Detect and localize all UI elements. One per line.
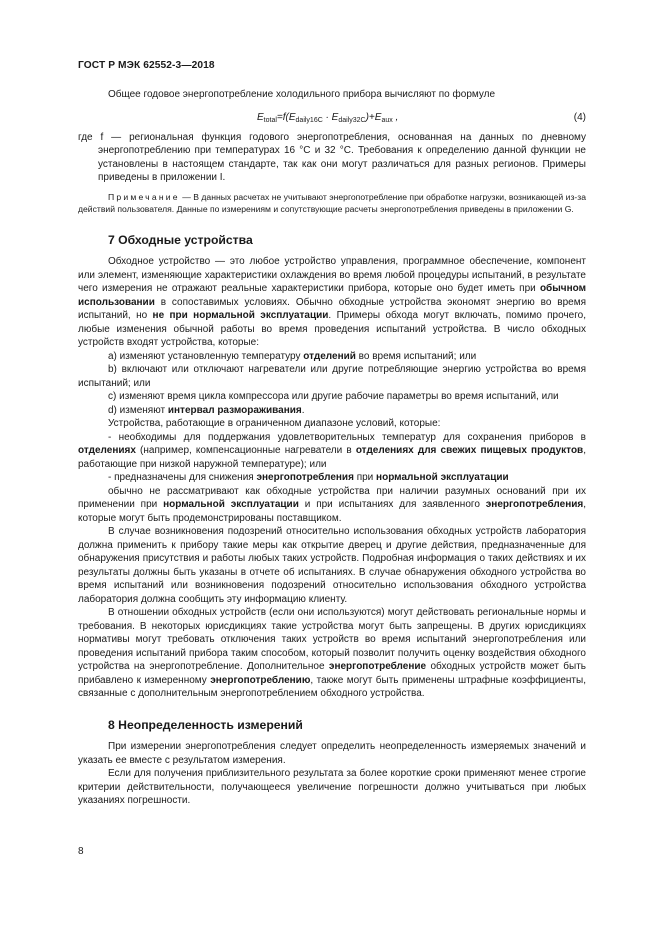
section-7-heading: 7 Обходные устройства (108, 232, 253, 247)
section-7-paragraph-1: Обходное устройство — это любое устройство управления, программное обеспечение, компонент или элемент, изменяющие характеристики охлаждения во время любой процедуры испытаний, в результате чего измерения не отражают реальные характеристики прибора, которые оно будет иметь при обычном использовании в сопоставимых условиях. Обычно обходные устройства экономят энергию во время испытаний, но не при нормальной эксплуатации. Примеры обхода могут включать, помимо прочего, любые изменения обычной работы во время проведения испытаний устройства. В число обходных устройств входят устройства, которые: (78, 256, 586, 348)
dash-item-2: - предназначены для снижения энергопотребления при нормальной эксплуатации (108, 472, 509, 483)
section-8-heading: 8 Неопределенность измерений (108, 717, 303, 732)
document-header: ГОСТ Р МЭК 62552-3—2018 (78, 60, 215, 71)
regional-paragraph: В отношении обходных устройств (если они используются) могут действовать региональные нормы и требования. В некоторых юрисдикциях такие устройства могут быть запрещены. В других юрисдикциях нормативы могут требовать отключения таких устройств во время испытаний энергопотребления или проведения испытаний прибора таким способом, который позволит получить оценку воздействия обходного устройства на энергопотребление. Дополнительное энергопотребление обходных устройств может быть прибавлено к измеренному энергопотреблению, также могут быть применены штрафные коэффициенты, связанные с дополнительным энергопотреблением обходного устройства. (78, 607, 586, 699)
list-item-b: b) включают или отключают нагреватели или другие потребляющие энергию устройства во время испытаний; или (78, 364, 586, 389)
formula-4 (78, 107, 586, 131)
page-number: 8 (78, 846, 84, 857)
document-body (78, 88, 586, 808)
list-item-d: d) изменяют интервал размораживания. (108, 404, 305, 416)
formula-number: (4) (573, 111, 586, 123)
suspicion-paragraph: В случае возникновения подозрений относительно использования обходных устройств лаборатория должна применить к прибору такие меры как открытие дверец и другие действия, предназначенные для обнаружения присутствия и работы любых таких устройств. Подробная информация о таких действиях и их результаты должны быть указаны в отчете об испытаниях. В случае обнаружения обходного устройства во время испытаний или возникновения подозрений относительно использования обходного устройства лаборатория должна сообщить эту информацию клиенту. (78, 526, 586, 605)
note (78, 191, 586, 215)
section-8-paragraph-1: При измерении энергопотребления следует определить неопределенность измеряемых значений и указать ее вместе с результатом измерения. (78, 741, 586, 766)
list-item-a: a) изменяют установленную температуру отделений во время испытаний; или (108, 350, 477, 362)
note-text: — В данных расчетах не учитывают энергопотребление при обработке нагрузки, возникающей из-за действий пользователя. Данные по измерениям и сопутствующие расчеты энергопотребления приведены в приложении G. (78, 191, 586, 214)
section-8-paragraph-2: Если для получения приблизительного результата за более короткие сроки применяют менее строгие критерии действительности, получающееся увеличение погрешности должно учитываться при любых указаниях погрешности. (78, 768, 586, 806)
usually-paragraph: обычно не рассматривают как обходные устройства при наличии разумных оснований при их применении при нормальной эксплуатации и при испытаниях для заявленного энергопотребления, которые могут быть продемонстрированы поставщиком. (78, 485, 587, 524)
list-item-c: c) изменяют время цикла компрессора или другие рабочие параметры во время испытаний, или (108, 391, 559, 402)
note-label: Примечание (108, 191, 180, 202)
intro-paragraph: Общее годовое энергопотребление холодильного прибора вычисляют по формуле (108, 89, 496, 100)
where-definition: где f — региональная функция годового энергопотребления, основанная на данных по дневному энергопотреблению при температурах 16 °C и 32 °C. Требования к определению данной функции не установлены в настоящем стандарте, так как они могут различаться для разных регионов. Примеры приведены в приложении I. (78, 131, 586, 183)
formula-expression: $E_{total}=f(E_{daily16C} \cdot E_{daily32C})+E_{aux}$ , (257, 111, 399, 124)
limited-range-paragraph: Устройства, работающие в ограниченном диапазоне условий, которые: (108, 418, 441, 429)
dash-item-1: - необходимы для поддержания удовлетворительных температур для сохранения приборов в отделениях (например, компенсационные нагреватели в отделениях для свежих пищевых продуктов, работающие при низкой наружной температуре); или (78, 431, 586, 470)
